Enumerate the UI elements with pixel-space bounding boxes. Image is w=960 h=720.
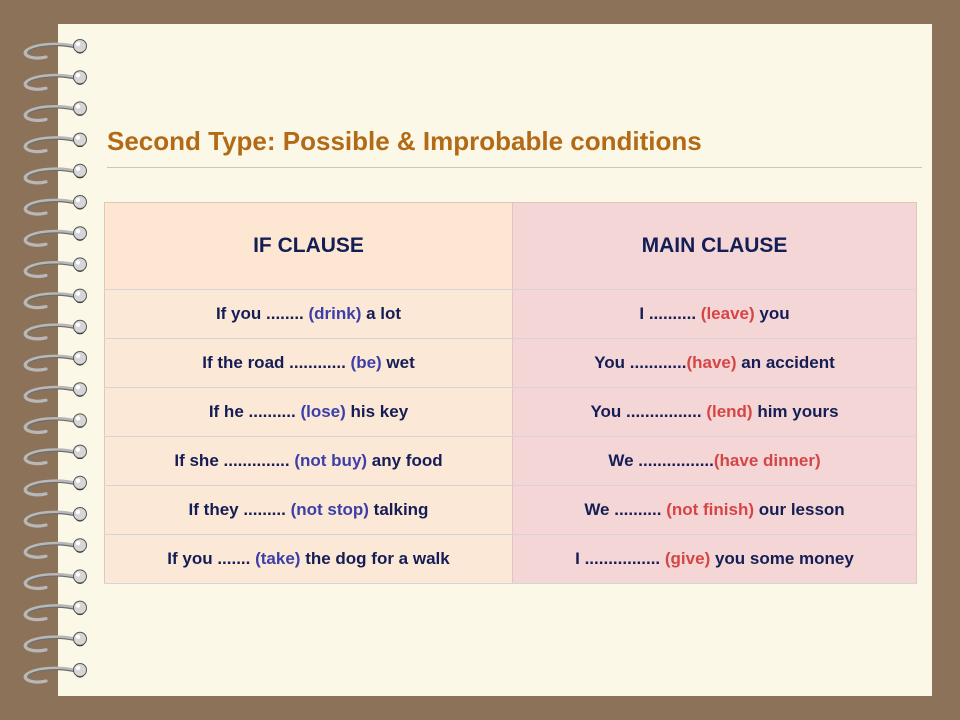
spiral-ring-icon	[25, 445, 86, 464]
main-clause-cell	[513, 535, 917, 584]
table-row	[105, 535, 917, 584]
sentence-text: I ................	[575, 549, 665, 568]
sentence-text: any food	[367, 451, 443, 470]
verb-prompt: (have dinner)	[713, 451, 821, 470]
table-row	[105, 339, 917, 388]
page-title: Second Type: Possible & Improbable conditions	[107, 126, 702, 156]
spiral-ring-icon	[25, 601, 86, 620]
sentence-text: If she ..............	[174, 451, 295, 470]
table-row	[105, 486, 917, 535]
verb-prompt: (not buy)	[294, 451, 368, 470]
spiral-ring-icon	[25, 352, 86, 371]
spiral-ring-icon	[25, 227, 86, 246]
verb-prompt: (take)	[255, 549, 301, 568]
main-clause-cell	[513, 290, 917, 339]
main-clause-cell	[513, 437, 917, 486]
main-clause-cell	[513, 486, 917, 535]
sentence-text: We ................	[608, 451, 714, 470]
spiral-ring-icon	[25, 632, 86, 651]
spiral-ring-icon	[25, 71, 86, 90]
sentence-text: you some money	[710, 549, 854, 568]
spiral-ring-icon	[25, 133, 86, 152]
verb-prompt: (drink)	[308, 304, 362, 323]
verb-prompt: (not stop)	[290, 500, 369, 519]
spiral-ring-icon	[25, 40, 86, 59]
sentence-text: talking	[368, 500, 429, 519]
verb-prompt: (not finish)	[666, 500, 754, 519]
table-header-row	[105, 203, 917, 290]
sentence-text: I ..........	[639, 304, 701, 323]
spiral-ring-icon	[25, 196, 86, 215]
spiral-ring-icon	[25, 414, 86, 433]
table-row	[105, 290, 917, 339]
if-clause-cell	[105, 388, 513, 437]
sentence-text: his key	[345, 402, 409, 421]
sentence-text: a lot	[361, 304, 402, 323]
sentence-text: If you .......	[167, 549, 256, 568]
verb-prompt: (lose)	[300, 402, 346, 421]
spiral-ring-icon	[25, 476, 86, 495]
main-clause-cell	[513, 388, 917, 437]
sentence-text: If the road ............	[202, 353, 351, 372]
sentence-text: you	[754, 304, 790, 323]
table-row	[105, 437, 917, 486]
table-row	[105, 388, 917, 437]
spiral-ring-icon	[25, 664, 86, 683]
verb-prompt: (be)	[350, 353, 382, 372]
spiral-ring-icon	[25, 258, 86, 277]
verb-prompt: (lend)	[706, 402, 753, 421]
verb-prompt: (leave)	[700, 304, 755, 323]
header-main-clause: MAIN CLAUSE	[513, 203, 917, 290]
spiral-ring-icon	[25, 570, 86, 589]
if-clause-cell	[105, 437, 513, 486]
if-clause-cell	[105, 535, 513, 584]
spiral-ring-icon	[25, 289, 86, 308]
spiral-binding-icon	[0, 0, 110, 720]
spiral-ring-icon	[25, 539, 86, 558]
spiral-ring-icon	[25, 102, 86, 121]
sentence-text: You ............	[594, 353, 687, 372]
sentence-text: him yours	[752, 402, 839, 421]
spiral-ring-icon	[25, 383, 86, 402]
sentence-text: If he ..........	[208, 402, 301, 421]
conditionals-table	[104, 202, 917, 584]
sentence-text: You ................	[590, 402, 707, 421]
if-clause-cell	[105, 486, 513, 535]
if-clause-cell	[105, 339, 513, 388]
if-clause-cell	[105, 290, 513, 339]
main-clause-cell	[513, 339, 917, 388]
sentence-text: If you ........	[215, 304, 309, 323]
sentence-text: We ..........	[584, 500, 667, 519]
title-divider	[107, 167, 922, 168]
sentence-text: the dog for a walk	[300, 549, 450, 568]
spiral-ring-icon	[25, 320, 86, 339]
header-if-clause: IF CLAUSE	[105, 203, 513, 290]
spiral-ring-icon	[25, 164, 86, 183]
spiral-ring-icon	[25, 508, 86, 527]
sentence-text: If they .........	[188, 500, 291, 519]
verb-prompt: (give)	[664, 549, 711, 568]
sentence-text: our lesson	[754, 500, 845, 519]
sentence-text: an accident	[736, 353, 835, 372]
verb-prompt: (have)	[686, 353, 737, 372]
sentence-text: wet	[381, 353, 415, 372]
